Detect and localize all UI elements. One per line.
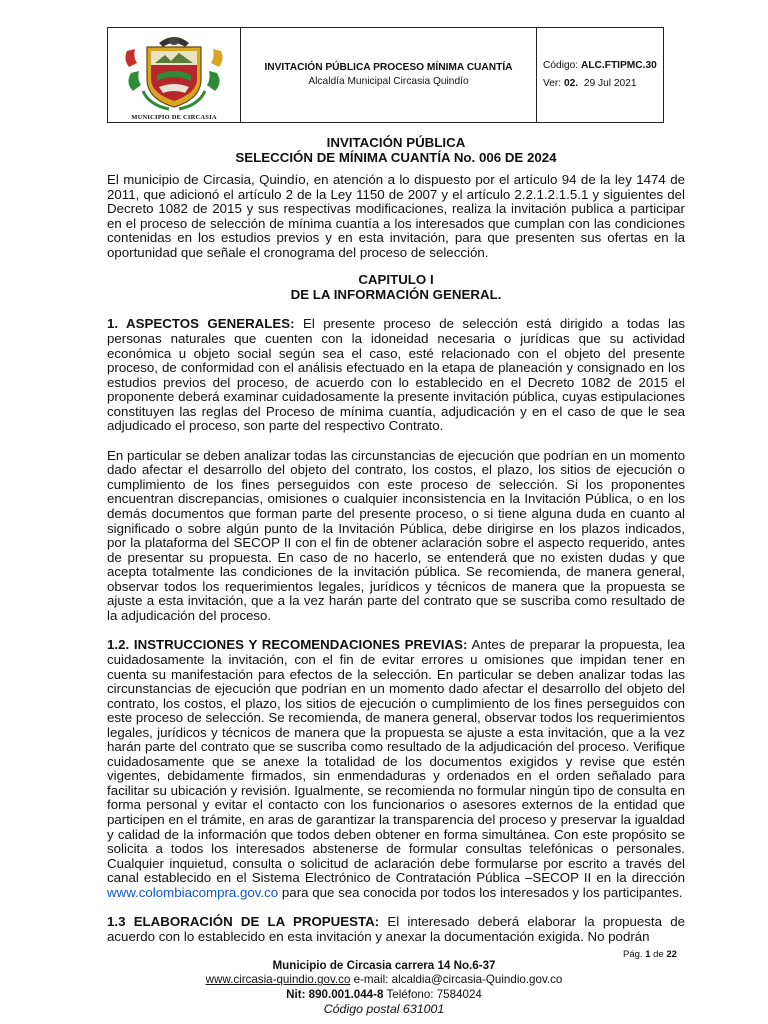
section-1-3-text: El interesado deberá elaborar la propuesta de acuerdo con lo establecido en esta invitación y anexar la documentación exigida. No podrán (107, 914, 686, 944)
footer-postal: Código postal 631001 (323, 1002, 445, 1017)
page-of: de (653, 949, 664, 960)
section-1-2-text: Antes de preparar la propuesta, lea cuidadosamente la invitación, con el fin de evitar errores u omisiones que impidan tener en cuenta su manifestación para efectos de la selección. En particular se deben analizar todas las circunstancias de ejecución que podrían en un momento dado afectar el desarrollo del objeto del contrato, los costos, el plazo, los sitios de ejecución o cumplimiento de los fines perseguidos con este proceso de selección. Se recomienda, de manera general, observar todos los requerimientos legales, jurídicos y técnicos de manera que la propuesta se ajuste a esta invitación, que a la vez harán parte del contrato que se suscriba como resultado de la adjudicación del proceso. Verifique cuidadosamente que se anexe la totalidad de los documentos exigidos y revise que estén vigentes, debidamente firmados, sin enmendaduras y ordenados en el orden señalado para facilitar su ubicación y revisión. Igualmente, se recomienda no formular ningún tipo de consulta en forma personal y evitar el contacto con los funcionarios o asesores externos de la entidad que participen en el trámite, en aras de garantizar la transparencia del proceso y preservar la igualdad y calidad de la información que todos deben obtener en forma simultánea. Con este propósito se solicita a todos los interesados abstenerse de formular consultas telefónicas o personales. Cualquier inquietud, consulta o solicitud de aclaración debe formularse por escrito a través del canal establecido en el Sistema Electrónico de Contratación Pública –SECOP II en la dirección (107, 637, 686, 886)
chapter-subtitle: DE LA INFORMACIÓN GENERAL. (290, 286, 502, 302)
document-body (107, 136, 685, 944)
section-1-paragraph (107, 317, 685, 433)
section-1-2-paragraph (107, 638, 685, 900)
header-subtitle: Alcaldía Municipal Circasia Quindío (308, 76, 469, 87)
page-current: 1 (645, 949, 651, 960)
footer-nit: Nit: 890.001.044-8 (286, 987, 384, 1001)
document-footer (0, 959, 768, 1017)
footer-nit-line (0, 988, 768, 1002)
coat-of-arms-logo (119, 29, 229, 111)
header-code-cell (537, 28, 664, 123)
version-line (543, 75, 663, 93)
section-1-paragraph-2: En particular se deben analizar todas las circunstancias de ejecución que podrían en un momento dado afectar el desarrollo del objeto del contrato, los costos, el plazo, los sitios de ejecución o cumplimiento de los fines perseguidos con este proceso de selección. Si los proponentes encuentran discrepancias, omisiones o cualquier inconsistencia en la Invitación Pública, o en los demás documentos que forman parte del presente proceso, o si tiene alguna duda en cuanto al significado o sobre algún punto de la Invitación Pública, debe dirigirse en los plazos indicados, por la plataforma del SECOP II con el fin de obtener aclaración sobre el aspecto requerido, antes de presentar su propuesta. En caso de no hacerlo, se entenderá que no existen dudas y que acepta totalmente las condiciones de la invitación pública. Se recomienda, de manera general, observar todos los requerimientos legales, jurídicos y técnicos de manera que la propuesta se ajuste a esta invitación, que a la vez harán parte del contrato que se suscriba como resultado de la adjudicación del proceso. (107, 447, 685, 623)
document-header (107, 27, 664, 123)
logo-cell (108, 28, 241, 123)
page-label: Pág. (623, 949, 643, 960)
logo-caption: MUNICIPIO DE CIRCASIA (131, 114, 217, 121)
code-value: ALC.FTIPMC.30 (580, 60, 657, 71)
section-1-heading: 1. ASPECTOS GENERALES: (107, 316, 295, 332)
section-1-3-heading: 1.3 ELABORACIÓN DE LA PROPUESTA: (107, 914, 380, 930)
code-line (543, 57, 663, 75)
header-title-cell (241, 28, 537, 123)
version-label: Ver: (543, 78, 562, 89)
colombiacompra-link[interactable]: www.colombiacompra.gov.co (107, 884, 279, 900)
footer-email: e-mail: alcaldia@circasia-Quindio.gov.co (350, 973, 563, 987)
footer-contact-line (0, 973, 768, 987)
intro-paragraph: El municipio de Circasia, Quindío, en atención a lo dispuesto por el artículo 94 de la ley 1474 de 2011, que adicionó el artículo 2 de la Ley 1150 de 2007 y el artículo 2.2.1.2.1.5.1 y siguientes del Decreto 1082 de 2015 y sus respectivas modificaciones, realiza la invitación publica a participar en el proceso de selección de mínima cuantía a los interesados que cumplan con las condiciones contenidas en los estudios previos y en esta invitación, para que presenten sus ofertas en la oportunidad que señale el cronograma del proceso de selección. (107, 172, 685, 260)
version-date: 29 Jul 2021 (583, 78, 637, 89)
chapter-title: CAPITULO I (358, 272, 434, 288)
doc-title-1: INVITACIÓN PÚBLICA (326, 135, 466, 150)
section-1-text: El presente proceso de selección está dirigido a todas las personas naturales que cuenten con la idoneidad necesaria o jurídicas que su actividad económica u objeto social según sea el caso, esté relacionado con el objeto del presente proceso, de conformidad con el análisis efectuado en la etapa de planeación y consignado en los estudios previos del proceso, de acuerdo con lo establecido en el Decreto 1082 de 2015 el proponente deberá examinar cuidadosamente la presente invitación pública, cuyas estipulaciones constituyen las reglas del Proceso de mínima cuantía, adjudicación y en el caso de que le sea adjudicado el proceso, son parte del respectivo Contrato. (107, 316, 685, 434)
section-1-3-paragraph (107, 915, 685, 944)
footer-address: Municipio de Circasia carrera 14 No.6-37 (272, 959, 496, 972)
code-label: Código: (543, 60, 579, 71)
page-total: 22 (666, 949, 677, 960)
section-1-2-heading: 1.2. INSTRUCCIONES Y RECOMENDACIONES PREVIAS: (107, 637, 468, 653)
header-title: INVITACIÓN PÚBLICA PROCESO MÍNIMA CUANTÍA (264, 62, 513, 73)
section-1-2-tail: para que sea conocida por todos los interesados y los participantes. (278, 884, 683, 900)
version-value: 02. (563, 78, 579, 89)
footer-website-link[interactable]: www.circasia-quindio.gov.co (205, 973, 351, 987)
footer-phone: Teléfono: 7584024 (383, 987, 482, 1001)
doc-title-2: SELECCIÓN DE MÍNIMA CUANTÍA No. 006 DE 2024 (235, 149, 557, 165)
